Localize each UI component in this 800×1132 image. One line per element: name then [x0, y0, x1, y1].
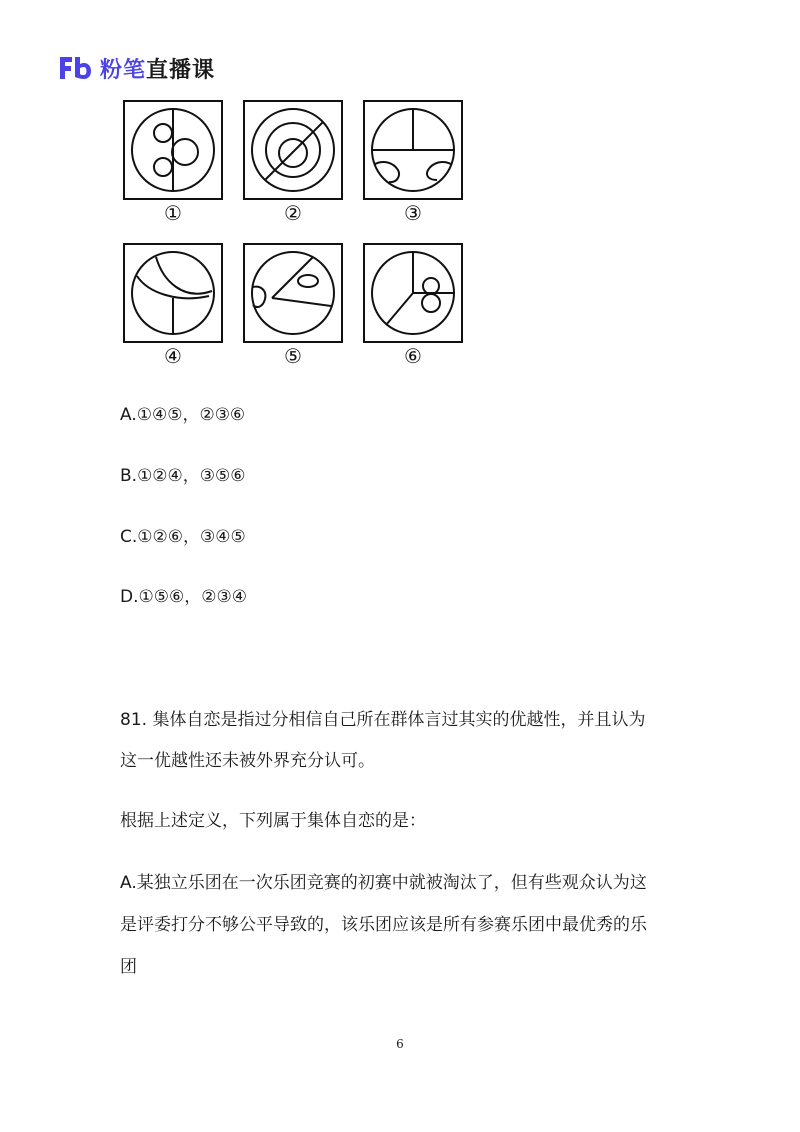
brand-name: 粉笔 [100, 57, 147, 83]
question-81-option-a-line3: 团 [120, 957, 137, 977]
brand-suffix: 直播课 [146, 57, 216, 83]
option-a: A.①④⑤，②③⑥ [120, 405, 246, 425]
figure-1-drawing [123, 100, 223, 200]
page-number: 6 [396, 1037, 404, 1051]
brand-logo [58, 52, 215, 84]
question-81-stem-line1: 81. 集体自恋是指过分相信自己所在群体言过其实的优越性，并且认为 [120, 710, 646, 730]
figure-6 [363, 243, 463, 343]
figure-2-drawing [243, 100, 343, 200]
figure-5-drawing [243, 243, 343, 343]
figure-1 [123, 100, 223, 200]
figure-4 [123, 243, 223, 343]
option-b: B.①②④，③⑤⑥ [120, 466, 246, 486]
figure-4-drawing [123, 243, 223, 343]
question-81-prompt: 根据上述定义，下列属于集体自恋的是： [120, 811, 426, 831]
figure-1-label: ① [164, 201, 182, 225]
figure-4-label: ④ [164, 344, 182, 368]
brand-title [100, 53, 215, 84]
question-81-stem-line2: 这一优越性还未被外界充分认可。 [120, 751, 375, 771]
figure-3-label: ③ [404, 201, 422, 225]
figure-5-label: ⑤ [284, 344, 302, 368]
figure-2 [243, 100, 343, 200]
figure-6-drawing [363, 243, 463, 343]
figure-3 [363, 100, 463, 200]
figure-3-drawing [363, 100, 463, 200]
figure-2-label: ② [284, 201, 302, 225]
question-81-option-a-line2: 是评委打分不够公平导致的，该乐团应该是所有参赛乐团中最优秀的乐 [120, 915, 647, 935]
option-d: D.①⑤⑥，②③④ [120, 587, 247, 607]
fb-logo-icon [58, 55, 92, 81]
option-c: C.①②⑥，③④⑤ [120, 527, 246, 547]
figure-5 [243, 243, 343, 343]
figure-6-label: ⑥ [404, 344, 422, 368]
question-81-option-a-line1: A.某独立乐团在一次乐团竞赛的初赛中就被淘汰了，但有些观众认为这 [120, 873, 647, 893]
